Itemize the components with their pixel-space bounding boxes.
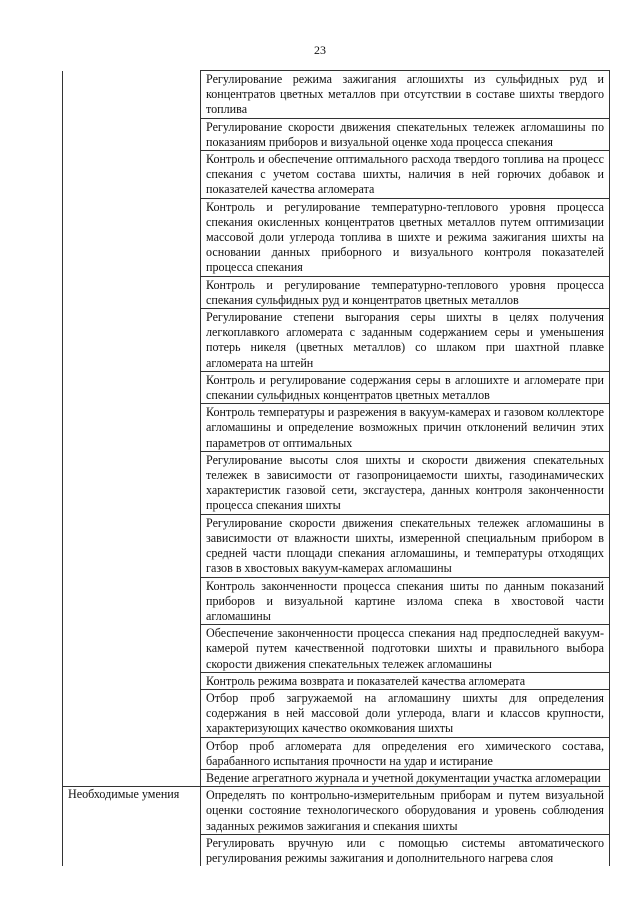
- row-text-cell: Контроль температуры и разрежения в вакуум-камерах и газовом коллекторе агломашины и определение возможных причин отклонений величин этих параметров от оптимальных: [201, 404, 610, 452]
- table-body: [63, 71, 610, 867]
- row-label-cell: [63, 71, 201, 787]
- row-text-cell: Ведение агрегатного журнала и учетной документации участка агломерации: [201, 769, 610, 786]
- table-row: [63, 71, 610, 119]
- row-text-cell: Контроль режима возврата и показателей качества агломерата: [201, 672, 610, 689]
- row-text-cell: Отбор проб загружаемой на агломашину шихты для определения содержания в ней массовой доли углерода, влаги и классов крупности, характеризующих качество окомкования шихты: [201, 689, 610, 737]
- row-label-cell: Необходимые умения: [63, 787, 201, 867]
- row-text-cell: Контроль и регулирование температурно-теплового уровня процесса спекания сульфидных руд и концентратов цветных металлов: [201, 276, 610, 308]
- row-text-cell: Контроль и обеспечение оптимального расхода твердого топлива на процесс спекания с учетом состава шихты, наличия в ней горючих добавок и показателей качества агломерата: [201, 151, 610, 199]
- row-text-cell: Регулирование скорости движения спекательных тележек агломашины в зависимости от влажности шихты, измеренной специальным прибором в средней части площади спекания агломашины, и температуры отходящих газов в хвостовых вакуум-камерах агломашины: [201, 514, 610, 577]
- row-text-cell: Контроль и регулирование содержания серы в аглошихте и агломерате при спекании сульфидных концентратов цветных металлов: [201, 371, 610, 403]
- table-row: [63, 787, 610, 835]
- row-text-cell: Контроль законченности процесса спекания шиты по данным показаний приборов и визуальной картине излома спека в хвостовой части агломашины: [201, 577, 610, 625]
- row-text-cell: Обеспечение законченности процесса спекания над предпоследней вакуум-камерой путем качественной подготовки шихты и правильного выбора скорости движения спекательных тележек агломашины: [201, 625, 610, 673]
- row-text-cell: Контроль и регулирование температурно-теплового уровня процесса спекания окисленных концентратов цветных металлов путем оптимизации массовой доли углерода топлива в шихте и режима зажигания шихты на основании данных приборного и визуального контроля показателей процесса спекания: [201, 198, 610, 276]
- row-text-cell: Регулирование скорости движения спекательных тележек агломашины по показаниям приборов и визуальной оценке хода процесса спекания: [201, 118, 610, 150]
- row-text-cell: Регулирование степени выгорания серы шихты в целях получения легкоплавкого агломерата с заданным содержанием серы и уменьшения потерь никеля (цветных металлов) со шлаком при шахтной плавке агломерата на штейн: [201, 309, 610, 372]
- row-text-cell: Определять по контрольно-измерительным приборам и путем визуальной оценки состояние технологического оборудования и уровень соблюдения заданных режимов зажигания и спекания шихты: [201, 787, 610, 835]
- row-text-cell: Регулирование режима зажигания аглошихты из сульфидных руд и концентратов цветных металлов при отсутствии в составе шихты твердого топлива: [201, 71, 610, 119]
- requirements-table: [62, 70, 610, 866]
- row-text-cell: Регулирование высоты слоя шихты и скорости движения спекательных тележек в зависимости от газопроницаемости шихты, газодинамических характеристик газовой сети, эксгаустера, данных контроля законченности процесса спекания шихты: [201, 451, 610, 514]
- row-text-cell: Отбор проб агломерата для определения его химического состава, барабанного испытания прочности на удар и истирание: [201, 737, 610, 769]
- row-text-cell: Регулировать вручную или с помощью системы автоматического регулирования режимы зажигания и дополнительного нагрева слоя: [201, 834, 610, 866]
- page-number: 23: [314, 43, 326, 57]
